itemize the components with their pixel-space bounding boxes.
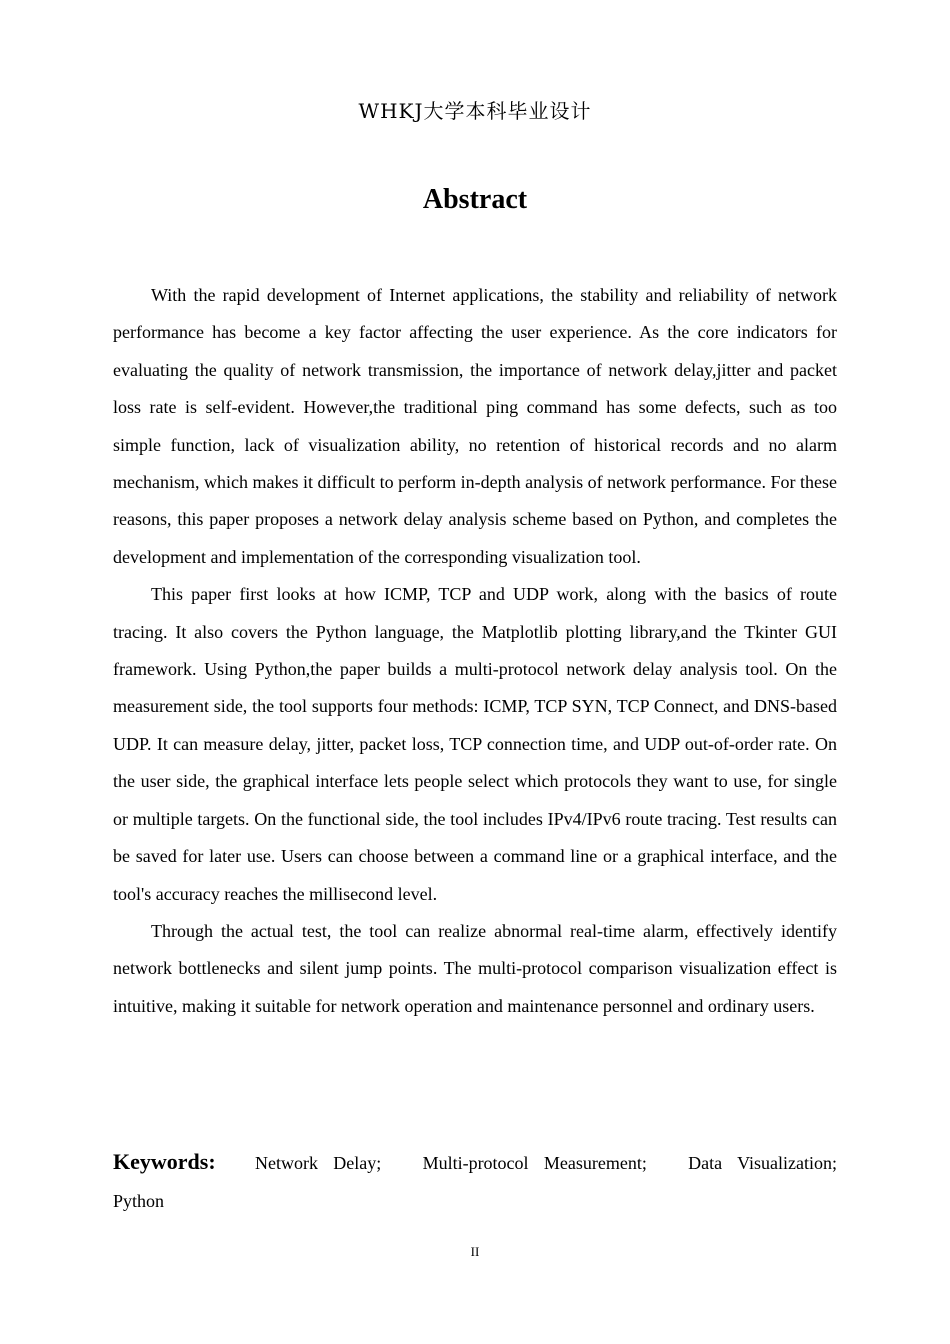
keyword-item: Multi-protocol Measurement; [422,1153,647,1173]
keywords-label: Keywords: [113,1149,216,1174]
abstract-title: Abstract [422,184,528,215]
keyword-item: Network Delay; [254,1153,382,1173]
keywords-line [113,1143,837,1220]
page-number: II [470,1244,480,1259]
keyword-item: Python [113,1191,165,1211]
abstract-body [113,277,837,1025]
keyword-item: Data Visualization; [688,1153,838,1173]
running-header: WHKJ大学本科毕业设计 [358,99,592,123]
abstract-paragraph-1: With the rapid development of Internet applications, the stability and reliability of network performance has become a key factor affecting the user experience. As the core indicators for evaluating the quality of network transmission, the importance of network delay,jitter and packet loss rate is self-evident. However,the traditional ping command has some defects, such as too simple function, lack of visualization ability, no retention of historical records and no alarm mechanism, which makes it difficult to perform in-depth analysis of network performance. For these reasons, this paper proposes a network delay analysis scheme based on Python, and completes the development and implementation of the corresponding visualization tool. [113,285,837,567]
abstract-paragraph-2: This paper first looks at how ICMP, TCP and UDP work, along with the basics of route tracing. It also covers the Python language, the Matplotlib plotting library,and the Tkinter GUI framework. Using Python,the paper builds a multi-protocol network delay analysis tool. On the measurement side, the tool supports four methods: ICMP, TCP SYN, TCP Connect, and DNS-based UDP. It can measure delay, jitter, packet loss, TCP connection time, and UDP out-of-order rate. On the user side, the graphical interface lets people select which protocols they want to use, for single or multiple targets. On the functional side, the tool includes IPv4/IPv6 route tracing. Test results can be saved for later use. Users can choose between a command line or a graphical interface, and the tool's accuracy reaches the millisecond level. [113,584,837,904]
abstract-paragraph-3: Through the actual test, the tool can realize abnormal real-time alarm, effectively identify network bottlenecks and silent jump points. The multi-protocol comparison visualization effect is intuitive, making it suitable for network operation and maintenance personnel and ordinary users. [113,920,837,1016]
